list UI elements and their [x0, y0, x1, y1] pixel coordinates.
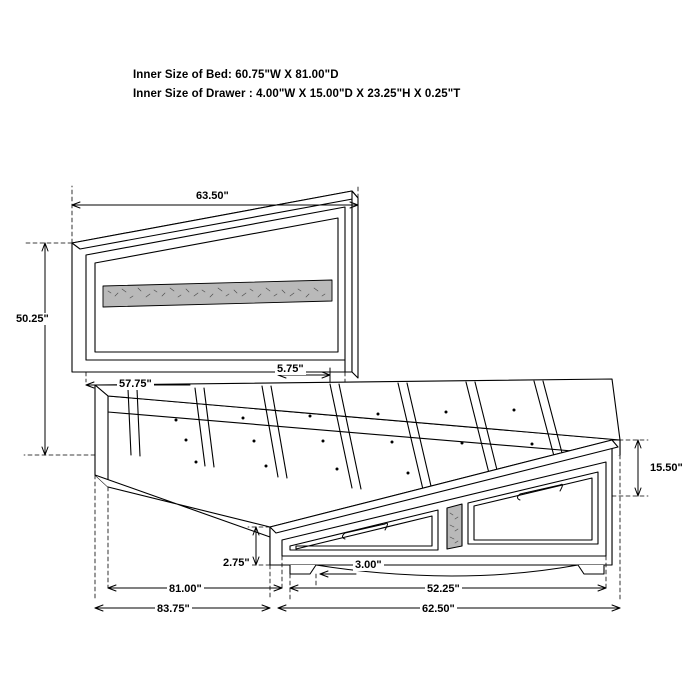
dim-footboard-height: 15.50"	[650, 462, 683, 474]
inner-size-drawer-note: Inner Size of Drawer : 4.00"W X 15.00"D X 23.25"H X 0.25"T	[133, 88, 461, 100]
dim-footboard-width-inner: 52.25"	[427, 583, 460, 595]
dim-headboard-height: 50.25"	[16, 313, 49, 325]
footboard-with-drawers	[270, 440, 620, 576]
dim-rail-height: 2.75"	[223, 557, 250, 569]
dim-headboard-panel-offset: 5.75"	[277, 363, 304, 375]
dim-footboard-width-outer: 62.50"	[422, 603, 455, 615]
dim-headboard-inner-width: 57.75"	[119, 378, 152, 390]
dim-side-rail-length: 81.00"	[169, 583, 202, 595]
dim-leg-clearance: 3.00"	[355, 559, 382, 571]
headboard	[72, 191, 358, 378]
dim-headboard-width: 63.50"	[196, 190, 229, 202]
inner-size-bed-note: Inner Size of Bed: 60.75"W X 81.00"D	[133, 69, 339, 81]
dim-overall-side-length: 83.75"	[157, 603, 190, 615]
